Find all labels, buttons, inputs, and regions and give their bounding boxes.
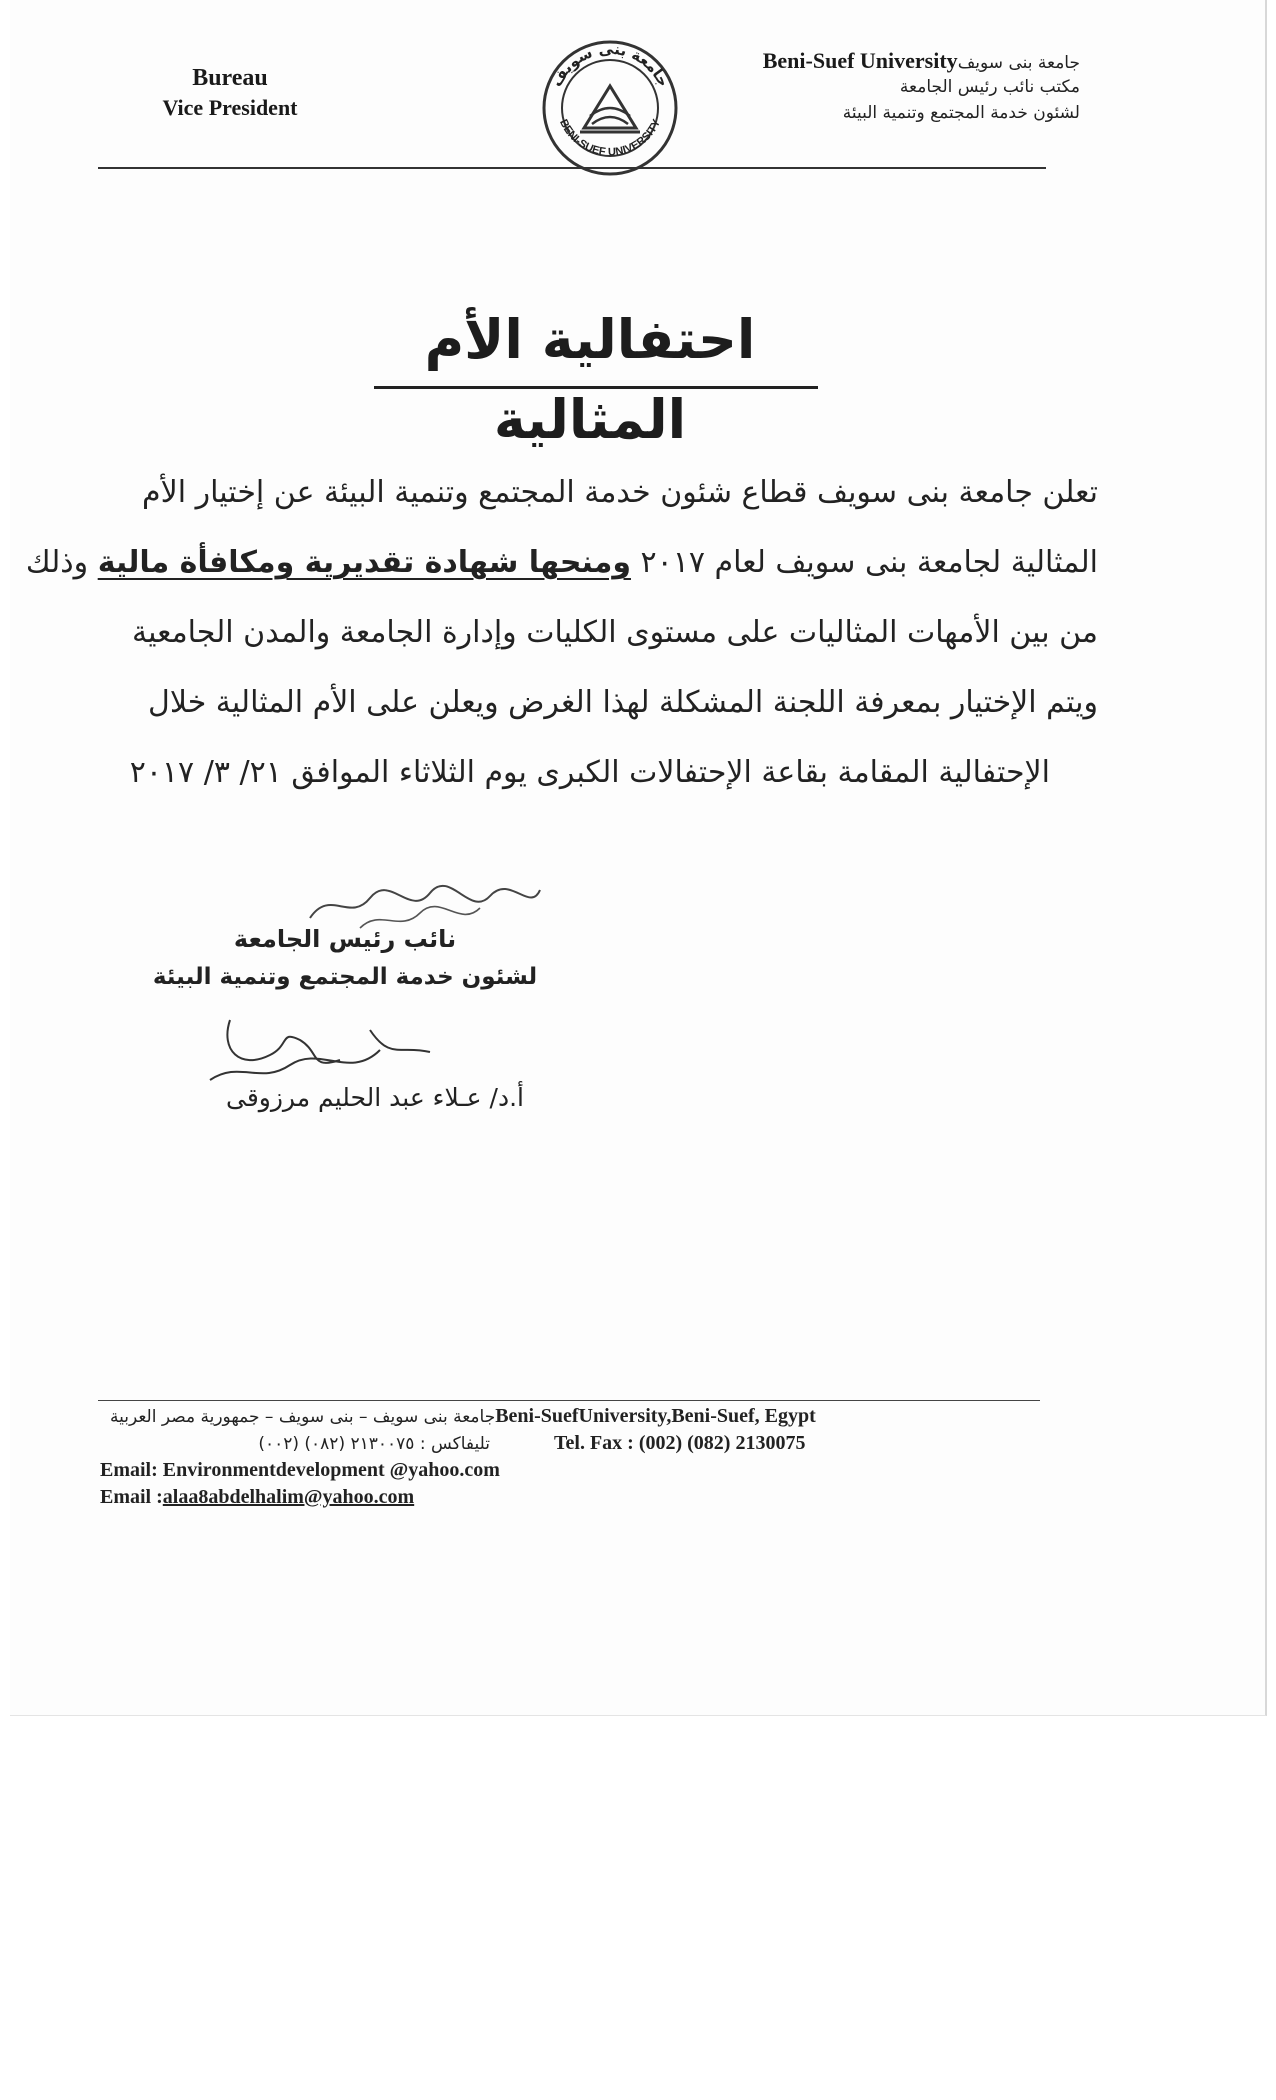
footer-phone-english: Tel. Fax : (002) (082) 2130075 — [554, 1432, 806, 1454]
header-university-english: Beni-Suef University — [762, 48, 958, 73]
footer-address-arabic: جامعة بنى سويف – بنى سويف – جمهورية مصر العربية — [110, 1407, 496, 1427]
footer-email-1-label: Email: — [100, 1459, 158, 1481]
body-line-3: من بين الأمهات المثاليات على مستوى الكليات وإدارة الجامعة والمدن الجامعية — [131, 615, 1098, 650]
body-line-2-highlight: ومنحها شهادة تقديرية ومكافأة مالية — [97, 545, 631, 580]
footer-address-row — [110, 1405, 920, 1431]
footer-email-2 — [100, 1486, 800, 1509]
body-line-2-start: المثالية لجامعة بنى سويف لعام ٢٠١٧ — [640, 545, 1098, 580]
logo-english-text: BENI-SUEF UNIVERSITY — [557, 117, 663, 159]
header-university-arabic: جامعة بنى سويف — [957, 53, 1080, 73]
header-sector: لشئون خدمة المجتمع وتنمية البيئة — [842, 103, 1080, 123]
footer-email-1-value: Environmentdevelopment @yahoo.com — [162, 1459, 500, 1481]
signatory-name: أ.د/ عـلاء عبد الحليم مرزوقى — [225, 1083, 524, 1112]
header-right — [735, 48, 1080, 126]
footer-email-1 — [100, 1459, 800, 1482]
header-bureau: Bureau — [192, 65, 268, 91]
signature-block — [150, 920, 540, 996]
body-line-1: تعلن جامعة بنى سويف قطاع شئون خدمة المجتمع وتنمية البيئة عن إختيار الأم — [142, 475, 1098, 510]
header-office: مكتب نائب رئيس الجامعة — [899, 77, 1080, 97]
header-left — [115, 64, 345, 122]
svg-text:جامعة بنى سويف — [547, 40, 673, 90]
pharaonic-emblem-icon — [580, 86, 640, 132]
title-underline — [374, 386, 818, 389]
body-line-4: ويتم الإختيار بمعرفة اللجنة المشكلة لهذا الغرض ويعلن على الأم المثالية خلال — [148, 685, 1098, 720]
body-line-2-end: وذلك — [25, 545, 89, 580]
footer-divider — [98, 1400, 1040, 1401]
footer-address-english: Beni-SuefUniversity,Beni-Suef, Egypt — [495, 1405, 816, 1427]
footer-email-2-link[interactable]: alaa8abdelhalim@yahoo.com — [162, 1486, 415, 1508]
announcement-body — [25, 458, 1098, 808]
body-line-5: الإحتفالية المقامة بقاعة الإحتفالات الكبرى يوم الثلاثاء الموافق ٢١/ ٣/ ٢٠١٧ — [129, 755, 1050, 790]
footer-phone-arabic: تليفاكس : ٢١٣٠٠٧٥ (٠٨٢) (٠٠٢) — [258, 1434, 490, 1454]
handwritten-signature — [200, 1010, 440, 1090]
footer-phone-row — [110, 1432, 920, 1458]
signature-title-2: لشئون خدمة المجتمع وتنمية البيئة — [152, 964, 538, 990]
footer-email-2-label: Email : — [100, 1486, 163, 1508]
header-divider — [98, 167, 1046, 169]
body-line-2 — [25, 528, 1098, 598]
university-logo — [540, 38, 680, 178]
signature-title-1: نائب رئيس الجامعة — [233, 925, 457, 953]
logo-arabic-text: جامعة بنى سويف — [547, 39, 673, 90]
header-vice-president: Vice President — [162, 95, 298, 120]
svg-text:BENI-SUEF UNIVERSITY — [557, 117, 663, 159]
page-title: احتفالية الأم المثالية — [424, 308, 756, 451]
